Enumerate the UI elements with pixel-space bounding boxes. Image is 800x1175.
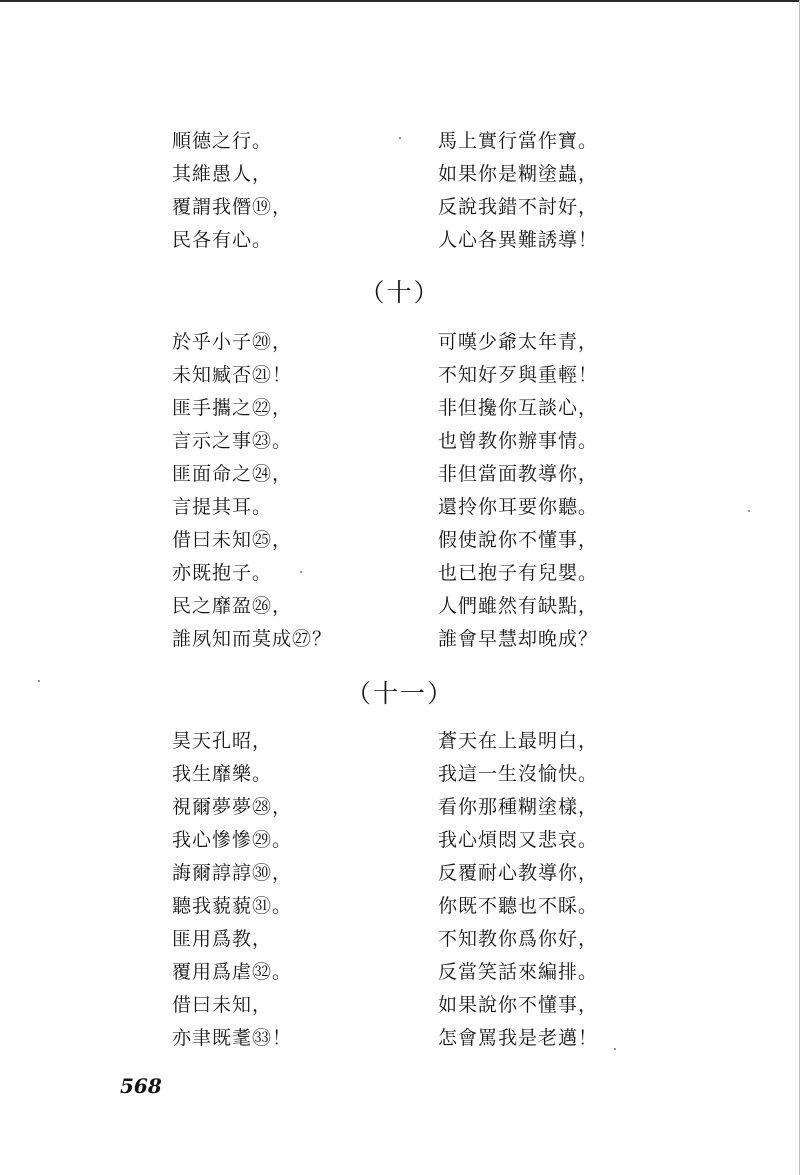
verse-line-original: 順德之行。	[172, 130, 273, 152]
verse-line-original: 聽我藐藐㉛。	[172, 895, 293, 917]
scan-speck	[399, 137, 401, 139]
verse-line-translation: 怎會罵我是老邁！	[438, 1027, 599, 1049]
verse-line-original: 誰夙知而莫成㉗？	[172, 628, 333, 650]
verse-line-translation: 誰會早慧却晚成？	[438, 628, 599, 650]
section-heading-10: （十）	[359, 278, 441, 307]
verse-line-translation: 也曾教你辦事情。	[438, 430, 599, 452]
verse-line-original: 覆謂我僭⑲，	[172, 196, 293, 218]
verse-line-original: 借曰未知㉕，	[172, 529, 293, 551]
verse-line-original: 借曰未知，	[172, 994, 273, 1016]
verse-line-original: 言示之事㉓。	[172, 430, 293, 452]
verse-line-translation: 馬上實行當作寶。	[438, 130, 599, 152]
verse-line-translation: 如果你是糊塗蟲，	[438, 163, 599, 185]
verse-line-original: 我心慘慘㉙。	[172, 829, 293, 851]
verse-line-original: 誨爾諄諄㉚，	[172, 862, 293, 884]
verse-line-translation: 反當笑話來編排。	[438, 961, 599, 983]
verse-line-translation: 假使說你不懂事，	[438, 529, 599, 551]
verse-line-original: 匪面命之㉔，	[172, 463, 293, 485]
verse-line-translation: 不知好歹與重輕！	[438, 364, 599, 386]
scan-speck	[614, 1048, 616, 1050]
verse-line-translation: 你既不聽也不睬。	[438, 895, 599, 917]
verse-line-original: 於乎小子⑳，	[172, 331, 293, 353]
verse-line-translation: 看你那種糊塗樣，	[438, 796, 599, 818]
scan-speck	[38, 680, 40, 682]
verse-line-translation: 如果說你不懂事，	[438, 994, 599, 1016]
scan-speck	[748, 510, 750, 512]
verse-line-original: 言提其耳。	[172, 496, 273, 518]
verse-line-translation: 非但當面教導你，	[438, 463, 599, 485]
verse-line-original: 匪用爲教，	[172, 928, 273, 950]
verse-line-translation: 還拎你耳要你聽。	[438, 496, 599, 518]
verse-line-original: 未知臧否㉑！	[172, 364, 293, 386]
verse-line-translation: 非但攙你互談心，	[438, 397, 599, 419]
verse-line-translation: 不知教你爲你好，	[438, 928, 599, 950]
verse-line-original: 我生靡樂。	[172, 763, 273, 785]
verse-line-translation: 也已抱子有兒嬰。	[438, 562, 599, 584]
verse-line-translation: 反說我錯不討好，	[438, 196, 599, 218]
section-heading-11: （十一）	[345, 679, 454, 708]
verse-line-translation: 蒼天在上最明白，	[438, 730, 599, 752]
verse-line-original: 昊天孔昭，	[172, 730, 273, 752]
verse-line-translation: 可嘆少爺太年青，	[438, 331, 599, 353]
verse-line-original: 民之靡盈㉖，	[172, 595, 293, 617]
verse-line-translation: 我這一生沒愉快。	[438, 763, 599, 785]
verse-line-original: 民各有心。	[172, 229, 273, 251]
verse-line-original: 視爾夢夢㉘，	[172, 796, 293, 818]
verse-line-translation: 我心煩悶又悲哀。	[438, 829, 599, 851]
verse-line-original: 匪手攜之㉒，	[172, 397, 293, 419]
verse-line-original: 其維愚人，	[172, 163, 273, 185]
verse-line-translation: 人心各異難誘導！	[438, 229, 599, 251]
scan-speck	[300, 571, 302, 573]
verse-line-original: 亦既抱子。	[172, 562, 273, 584]
verse-line-translation: 人們雖然有缺點，	[438, 595, 599, 617]
page-number: 568	[120, 1074, 162, 1098]
verse-line-original: 覆用爲虐㉜。	[172, 961, 293, 983]
verse-line-translation: 反覆耐心教導你，	[438, 862, 599, 884]
verse-line-original: 亦聿既耄㉝！	[172, 1027, 293, 1049]
top-border	[0, 0, 800, 2]
